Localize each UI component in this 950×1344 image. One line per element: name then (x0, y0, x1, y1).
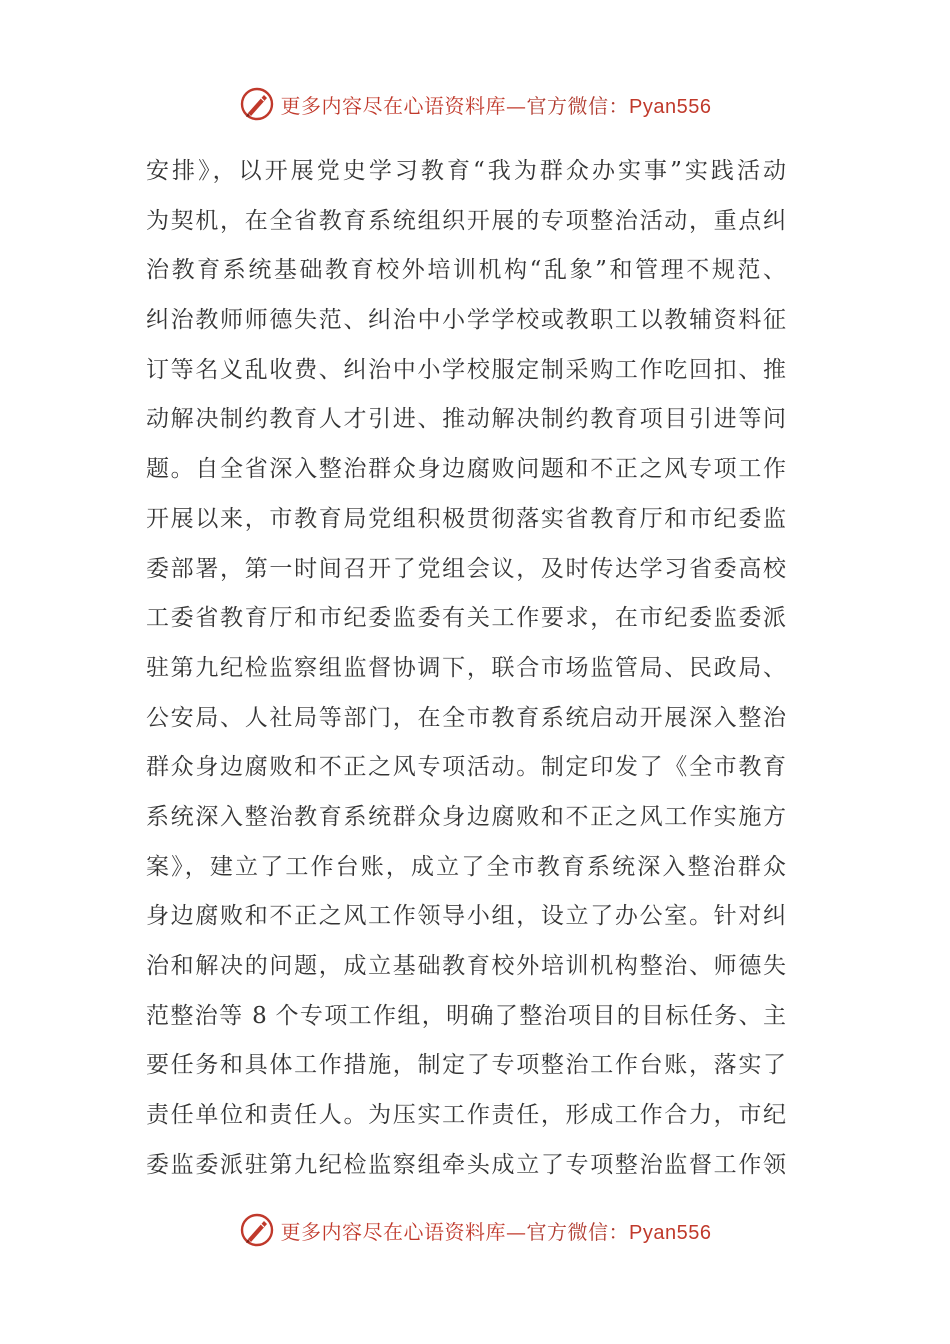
text-line: 安排》，以开展党史学习教育“我为群众办实事”实践活动 (146, 158, 786, 184)
brand-name: 更多内容尽在心语资料库 (280, 93, 507, 118)
text-line: 开展以来，市教育局党组积极贯彻落实省教育厅和市纪委监 (146, 505, 786, 532)
text-line: 驻第九纪检监察组监督协调下，联合市场监管局、民政局、 (146, 654, 786, 681)
text-line: 系统深入整治教育系统群众身边腐败和不正之风工作实施方 (146, 803, 786, 830)
text-line: 为契机，在全省教育系统组织开展的专项整治活动，重点纠 (146, 207, 786, 234)
wechat-id: Pyan556 (629, 1221, 712, 1244)
text-line: 责任单位和责任人。为压实工作责任，形成工作合力，市纪 (146, 1102, 786, 1129)
text-line: 委监委派驻第九纪检监察组牵头成立了专项整治监督工作领 (146, 1151, 786, 1178)
text-line: 范整治等 8 个专项工作组，明确了整治项目的目标任务、主 (146, 1002, 786, 1029)
brand-dash: — (506, 93, 527, 118)
text-line: 公安局、人社局等部门，在全市教育系统启动开展深入整治 (146, 704, 786, 731)
text-line: 委部署，第一时间召开了党组会议，及时传达学习省委高校 (146, 555, 786, 582)
footer-banner-text (281, 1216, 712, 1245)
text-line: 治和解决的问题，成立基础教育校外培训机构整治、师德失 (146, 953, 786, 979)
text-line: 纠治教师师德失范、纠治中小学学校或教职工以教辅资料征 (146, 307, 786, 334)
text-line: 订等名义乱收费、纠治中小学校服定制采购工作吃回扣、推 (146, 356, 786, 383)
header-banner (0, 82, 950, 126)
text-line: 群众身边腐败和不正之风专项活动。制定印发了《全市教育 (146, 754, 786, 781)
text-line: 案》，建立了工作台账，成立了全市教育系统深入整治群众 (146, 853, 786, 880)
brand-name: 更多内容尽在心语资料库 (280, 1219, 507, 1244)
text-line: 要任务和具体工作措施，制定了专项整治工作台账，落实了 (146, 1052, 786, 1079)
wechat-label: 官方微信： (526, 1219, 630, 1244)
document-body (146, 147, 786, 1190)
wechat-id: Pyan556 (629, 95, 712, 118)
text-line: 题。自全省深入整治群众身边腐败问题和不正之风专项工作 (146, 456, 786, 483)
pen-logo-icon (239, 1212, 275, 1248)
text-line: 工委省教育厅和市纪委监委有关工作要求，在市纪委监委派 (146, 605, 786, 632)
footer-banner (0, 1208, 950, 1252)
header-banner-text (281, 90, 712, 119)
brand-dash: — (506, 1219, 527, 1244)
text-line: 动解决制约教育人才引进、推动解决制约教育项目引进等问 (146, 406, 786, 433)
wechat-label: 官方微信： (526, 93, 630, 118)
text-line: 身边腐败和不正之风工作领导小组，设立了办公室。针对纠 (146, 903, 786, 930)
pen-logo-icon (239, 86, 275, 122)
text-line: 治教育系统基础教育校外培训机构“乱象”和管理不规范、 (146, 257, 786, 284)
